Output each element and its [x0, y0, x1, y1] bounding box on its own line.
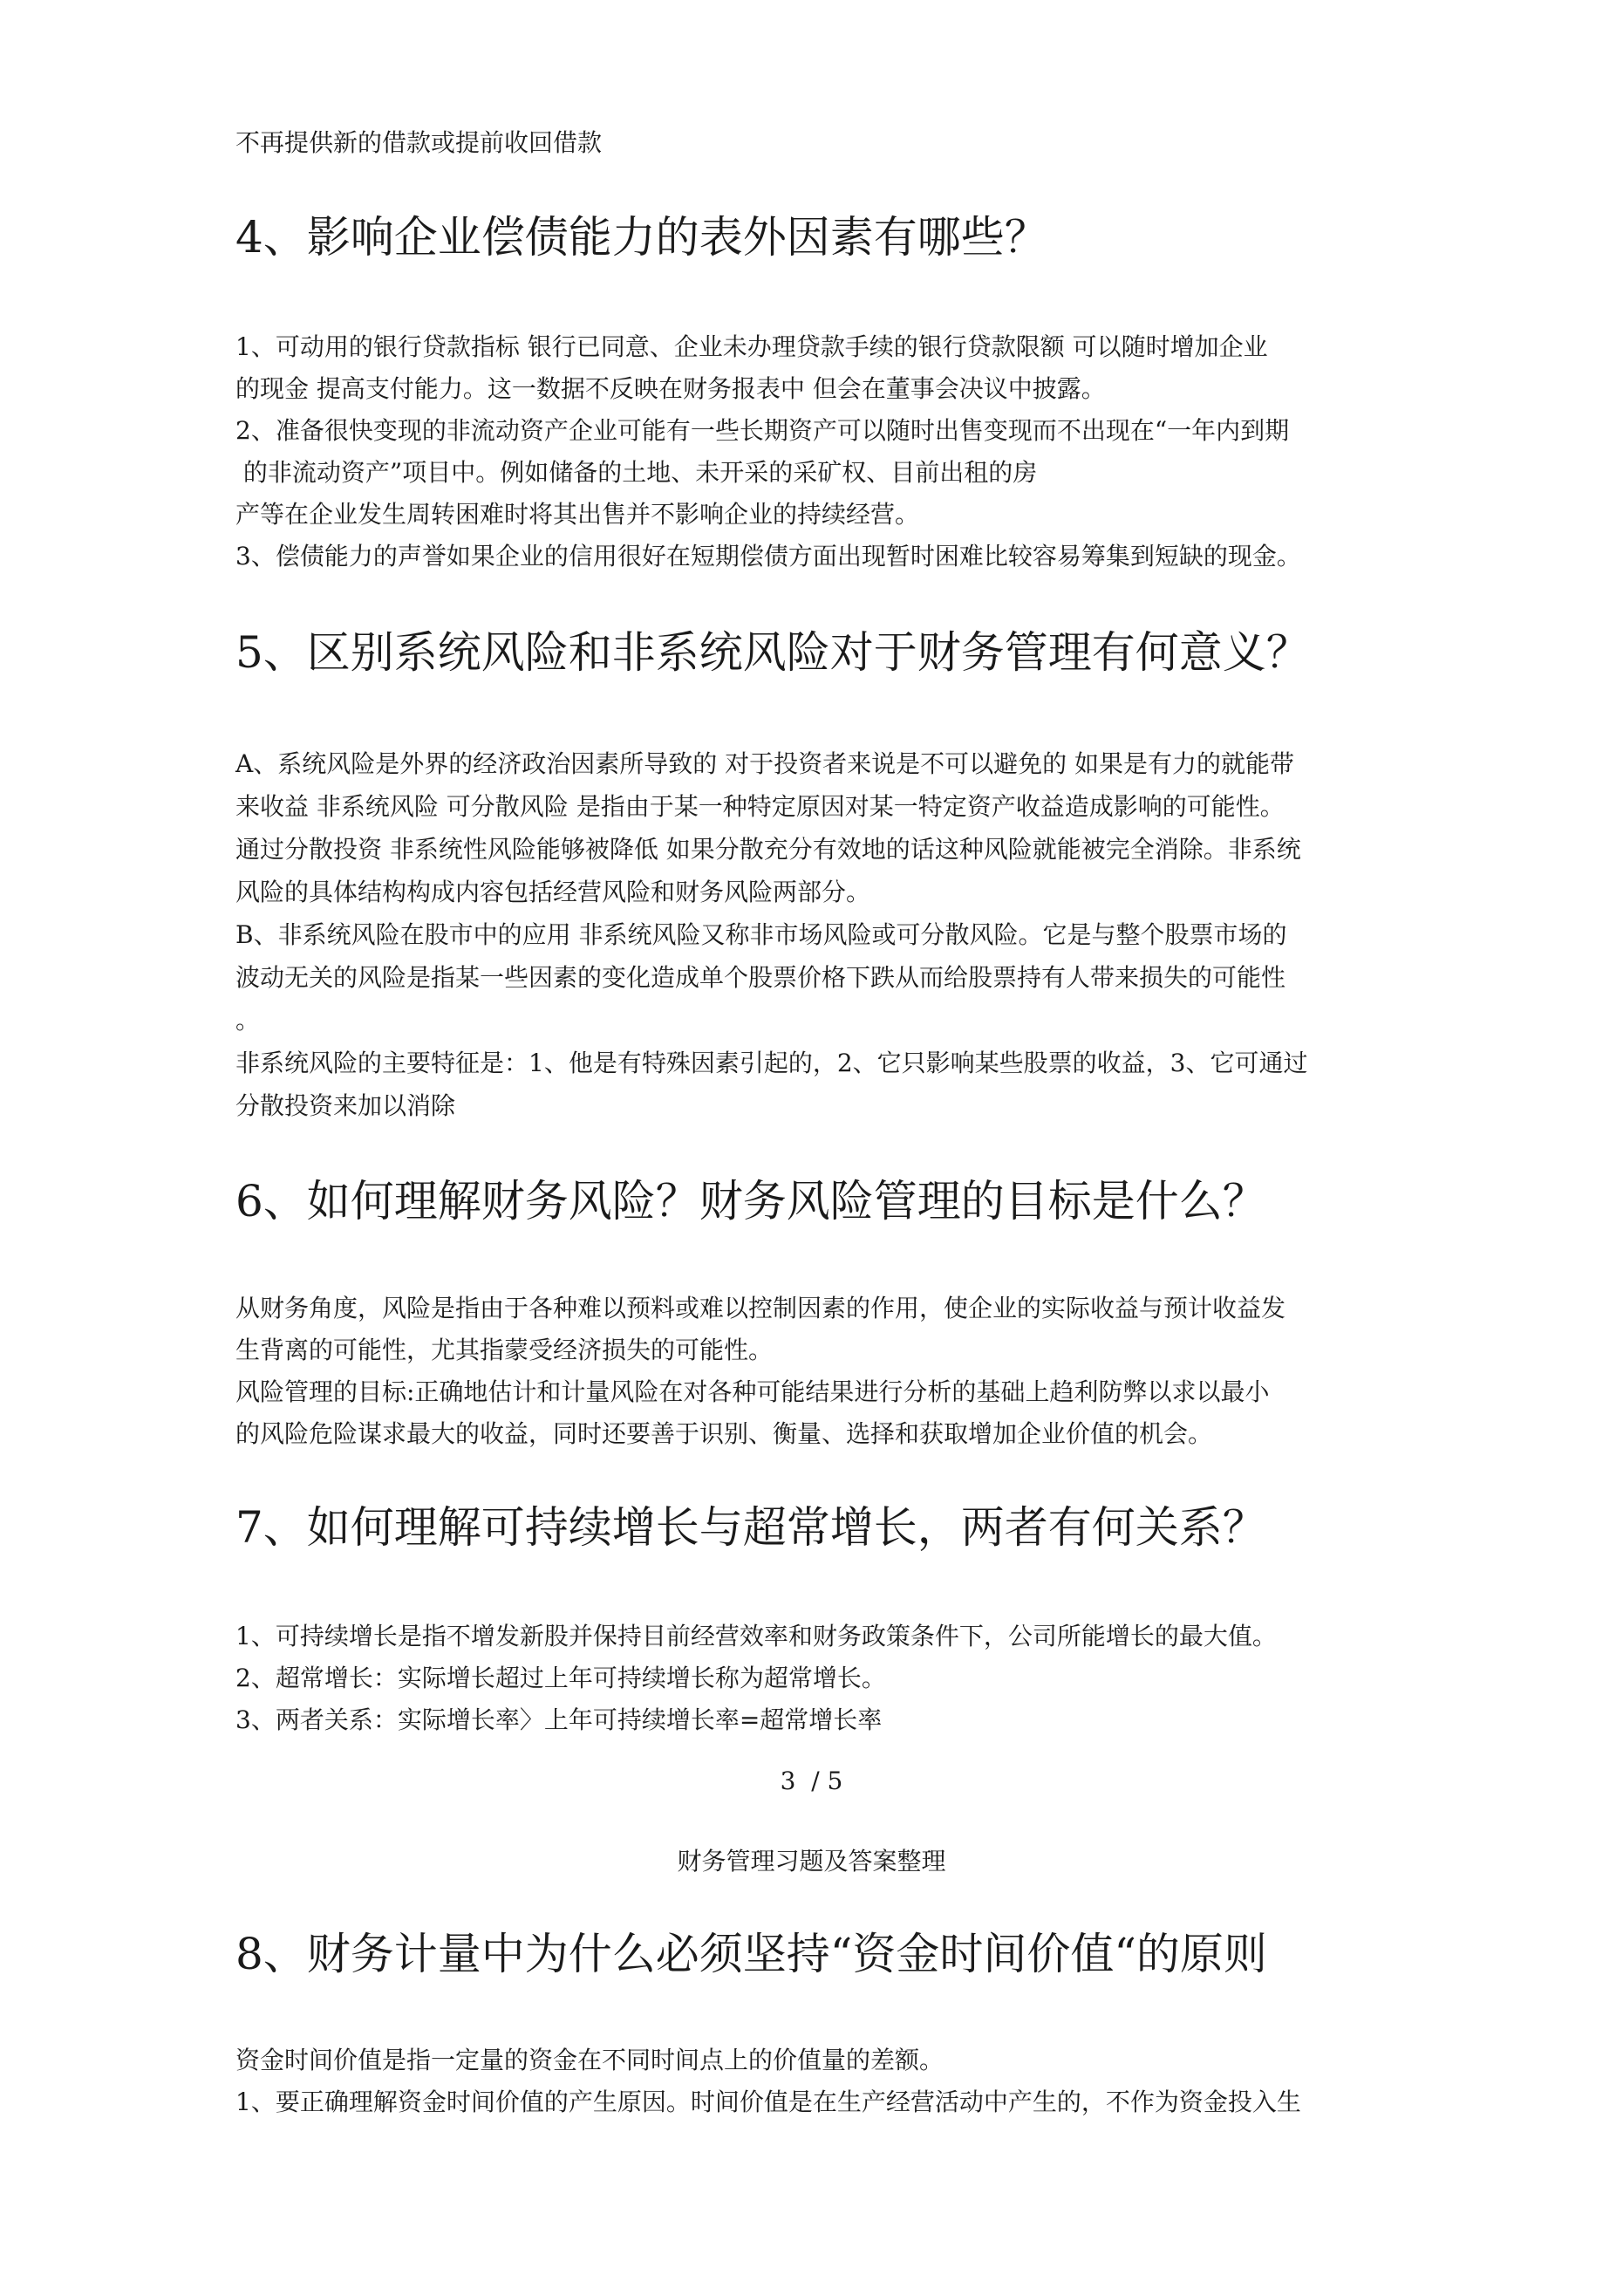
q5-line-7: 。 — [235, 1006, 261, 1035]
q5-line-5: B、非系统风险在股市中的应用 非系统风险又称非市场风险或可分散风险。它是与整个股票市场的 — [235, 920, 1287, 949]
q7-line-2: 2、超常增长：实际增长超过上年可持续增长称为超常增长。 — [235, 1664, 886, 1692]
q5-line-3: 通过分散投资 非系统性风险能够被降低 如果分散充分有效地的话这种风险就能被完全消除。非系统 — [235, 835, 1301, 864]
q6-line-3: 风险管理的目标:正确地估计和计量风险在对各种可能结果进行分析的基础上趋利防弊以求以最小 — [235, 1377, 1270, 1406]
q4-line-3: 2、准备很快变现的非流动资产企业可能有一些长期资产可以随时出售变现而不出现在“一年内到期 — [235, 416, 1290, 445]
q8-heading: 8、财务计量中为什么必须坚持“资金时间价值“的原则 — [235, 1929, 1267, 1979]
q6-heading: 6、如何理解财务风险？财务风险管理的目标是什么？ — [235, 1176, 1266, 1227]
q6-line-1: 从财务角度，风险是指由于各种难以预料或难以控制因素的作用，使企业的实际收益与预计收益发 — [235, 1294, 1286, 1322]
q5-line-6: 波动无关的风险是指某一些因素的变化造成单个股票价格下跌从而给股票持有人带来损失的可能性 — [235, 963, 1286, 992]
q4-line-4: 的非流动资产”项目中。例如储备的土地、未开采的采矿权、目前出租的房 — [235, 458, 1038, 487]
q6-line-4: 的风险危险谋求最大的收益，同时还要善于识别、衡量、选择和获取增加企业价值的机会。 — [235, 1419, 1213, 1448]
q4-line-6: 3、偿债能力的声誉如果企业的信用很好在短期偿债方面出现暂时困难比较容易筹集到短缺的现金。 — [235, 542, 1301, 571]
q4-line-2: 的现金 提高支付能力。这一数据不反映在财务报表中 但会在董事会决议中披露。 — [235, 374, 1106, 403]
document-title: 财务管理习题及答案整理 — [677, 1847, 946, 1876]
q5-line-8: 非系统风险的主要特征是：1、他是有特殊因素引起的，2、它只影响某些股票的收益，3、它可通过 — [235, 1049, 1308, 1077]
q4-heading: 4、影响企业偿债能力的表外因素有哪些？ — [235, 212, 1048, 263]
q5-heading: 5、区别系统风险和非系统风险对于财务管理有何意义？ — [235, 627, 1310, 678]
q5-line-2: 来收益 非系统风险 可分散风险 是指由于某一种特定原因对某一特定资产收益造成影响的可能性。 — [235, 792, 1285, 821]
q5-line-9: 分散投资来加以消除 — [235, 1091, 456, 1120]
q4-line-1: 1、可动用的银行贷款指标 银行已同意、企业未办理贷款手续的银行贷款限额 可以随时增加企业 — [235, 332, 1268, 361]
q7-line-3: 3、两者关系：实际增长率〉上年可持续增长率=超常增长率 — [235, 1705, 883, 1734]
page-number: 3 / 5 — [780, 1766, 843, 1795]
q7-line-1: 1、可持续增长是指不增发新股并保持目前经营效率和财务政策条件下，公司所能增长的最大值。 — [235, 1622, 1277, 1650]
q8-line-1: 资金时间价值是指一定量的资金在不同时间点上的价值量的差额。 — [235, 2046, 944, 2074]
top-line: 不再提供新的借款或提前收回借款 — [235, 128, 603, 157]
q8-line-2: 1、要正确理解资金时间价值的产生原因。时间价值是在生产经营活动中产生的，不作为资金投入生 — [235, 2088, 1301, 2116]
q5-line-1: A、系统风险是外界的经济政治因素所导致的 对于投资者来说是不可以避免的 如果是有力的就能带 — [235, 749, 1295, 778]
q4-line-5: 产等在企业发生周转困难时将其出售并不影响企业的持续经营。 — [235, 500, 920, 529]
q7-heading: 7、如何理解可持续增长与超常增长，两者有何关系？ — [235, 1502, 1266, 1553]
q5-line-4: 风险的具体结构构成内容包括经营风险和财务风险两部分。 — [235, 878, 871, 906]
q6-line-2: 生背离的可能性，尤其指蒙受经济损失的可能性。 — [235, 1336, 774, 1364]
